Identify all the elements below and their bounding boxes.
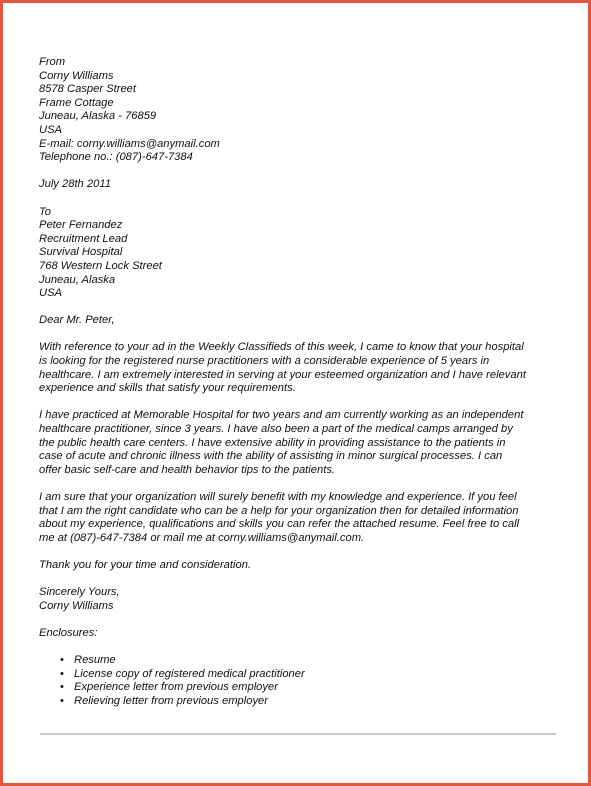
enclosure-item: Resume	[74, 654, 116, 667]
paragraph-line: that I am the right candidate who can be a help for your organization then for detailed information	[39, 504, 519, 517]
recipient-name: Peter Fernandez	[39, 219, 123, 232]
signoff: Sincerely Yours,	[39, 586, 120, 599]
body-paragraph-3	[39, 491, 559, 545]
paragraph-line: experience and skills that satisfy your requirements.	[39, 382, 296, 395]
paragraph-line: case of acute and chronic illness with the ability of assisting in minor surgical processes. I can	[39, 450, 503, 463]
sender-phone: Telephone no.: (087)-647-7384	[39, 151, 193, 164]
paragraph-line: me at (087)-647-7384 or mail me at corny.williams@anymail.com.	[39, 531, 365, 544]
list-item	[39, 681, 559, 695]
paragraph-line: healthcare practitioner, since 3 years. I have also been a part of the medical camps arranged by	[39, 423, 513, 436]
paragraph-line: With reference to your ad in the Weekly Classifieds of this week, I came to know that your hospital	[39, 341, 524, 354]
bullet-icon: •	[60, 681, 64, 694]
list-item	[39, 654, 559, 668]
sender-name: Corny Williams	[39, 69, 114, 82]
recipient-label: To	[39, 205, 52, 218]
recipient-address	[39, 206, 559, 301]
cover-letter	[39, 56, 559, 709]
sender-address	[39, 56, 559, 165]
sender-building: Frame Cottage	[39, 96, 114, 109]
body-paragraph-1	[39, 341, 559, 395]
enclosures-list	[39, 654, 559, 708]
recipient-street: 768 Western Lock Street	[39, 259, 162, 272]
enclosure-item: License copy of registered medical practitioner	[74, 667, 305, 680]
bullet-icon: •	[60, 694, 64, 707]
closing-name: Corny Williams	[39, 599, 114, 612]
enclosure-item: Relieving letter from previous employer	[74, 694, 268, 707]
recipient-city: Juneau, Alaska	[39, 273, 116, 286]
sender-street: 8578 Casper Street	[39, 83, 137, 96]
recipient-title: Recruitment Lead	[39, 232, 128, 245]
body-paragraph-2	[39, 409, 559, 477]
closing	[39, 586, 559, 613]
list-item	[39, 668, 559, 682]
enclosure-item: Experience letter from previous employer	[74, 681, 278, 694]
paragraph-line: offer basic self-care and health behavior tips to the patients.	[39, 463, 336, 476]
paragraph-line: about my experience, qualifications and skills you can refer the attached resume. Feel free to call	[39, 518, 520, 531]
paragraph-line: I am sure that your organization will surely benefit with my knowledge and experience. If you feel	[39, 491, 517, 503]
recipient-country: USA	[39, 287, 63, 300]
letter-date: July 28th 2011	[39, 178, 111, 191]
list-item	[39, 695, 559, 709]
thanks-line: Thank you for your time and consideration.	[39, 558, 252, 571]
bullet-icon: •	[60, 654, 64, 667]
footer-divider	[40, 733, 556, 735]
paragraph-line: the public health care centers. I have extensive ability in providing assistance to the patients in	[39, 436, 506, 449]
paragraph-line: I have practiced at Memorable Hospital for two years and am currently working as an independent	[39, 409, 524, 422]
sender-city: Juneau, Alaska - 76859	[39, 110, 157, 123]
sender-email: E-mail: corny.williams@anymail.com	[39, 137, 220, 150]
paragraph-line: healthcare. I am extremely interested in serving at your esteemed organization and I have relevant	[39, 368, 526, 381]
enclosures-label: Enclosures:	[39, 626, 98, 639]
sender-country: USA	[39, 123, 63, 136]
bullet-icon: •	[60, 667, 64, 680]
paragraph-line: is looking for the registered nurse practitioners with a considerable experience of 5 years in	[39, 355, 490, 368]
recipient-organization: Survival Hospital	[39, 246, 123, 259]
sender-label: From	[39, 56, 66, 68]
salutation: Dear Mr. Peter,	[39, 314, 115, 327]
